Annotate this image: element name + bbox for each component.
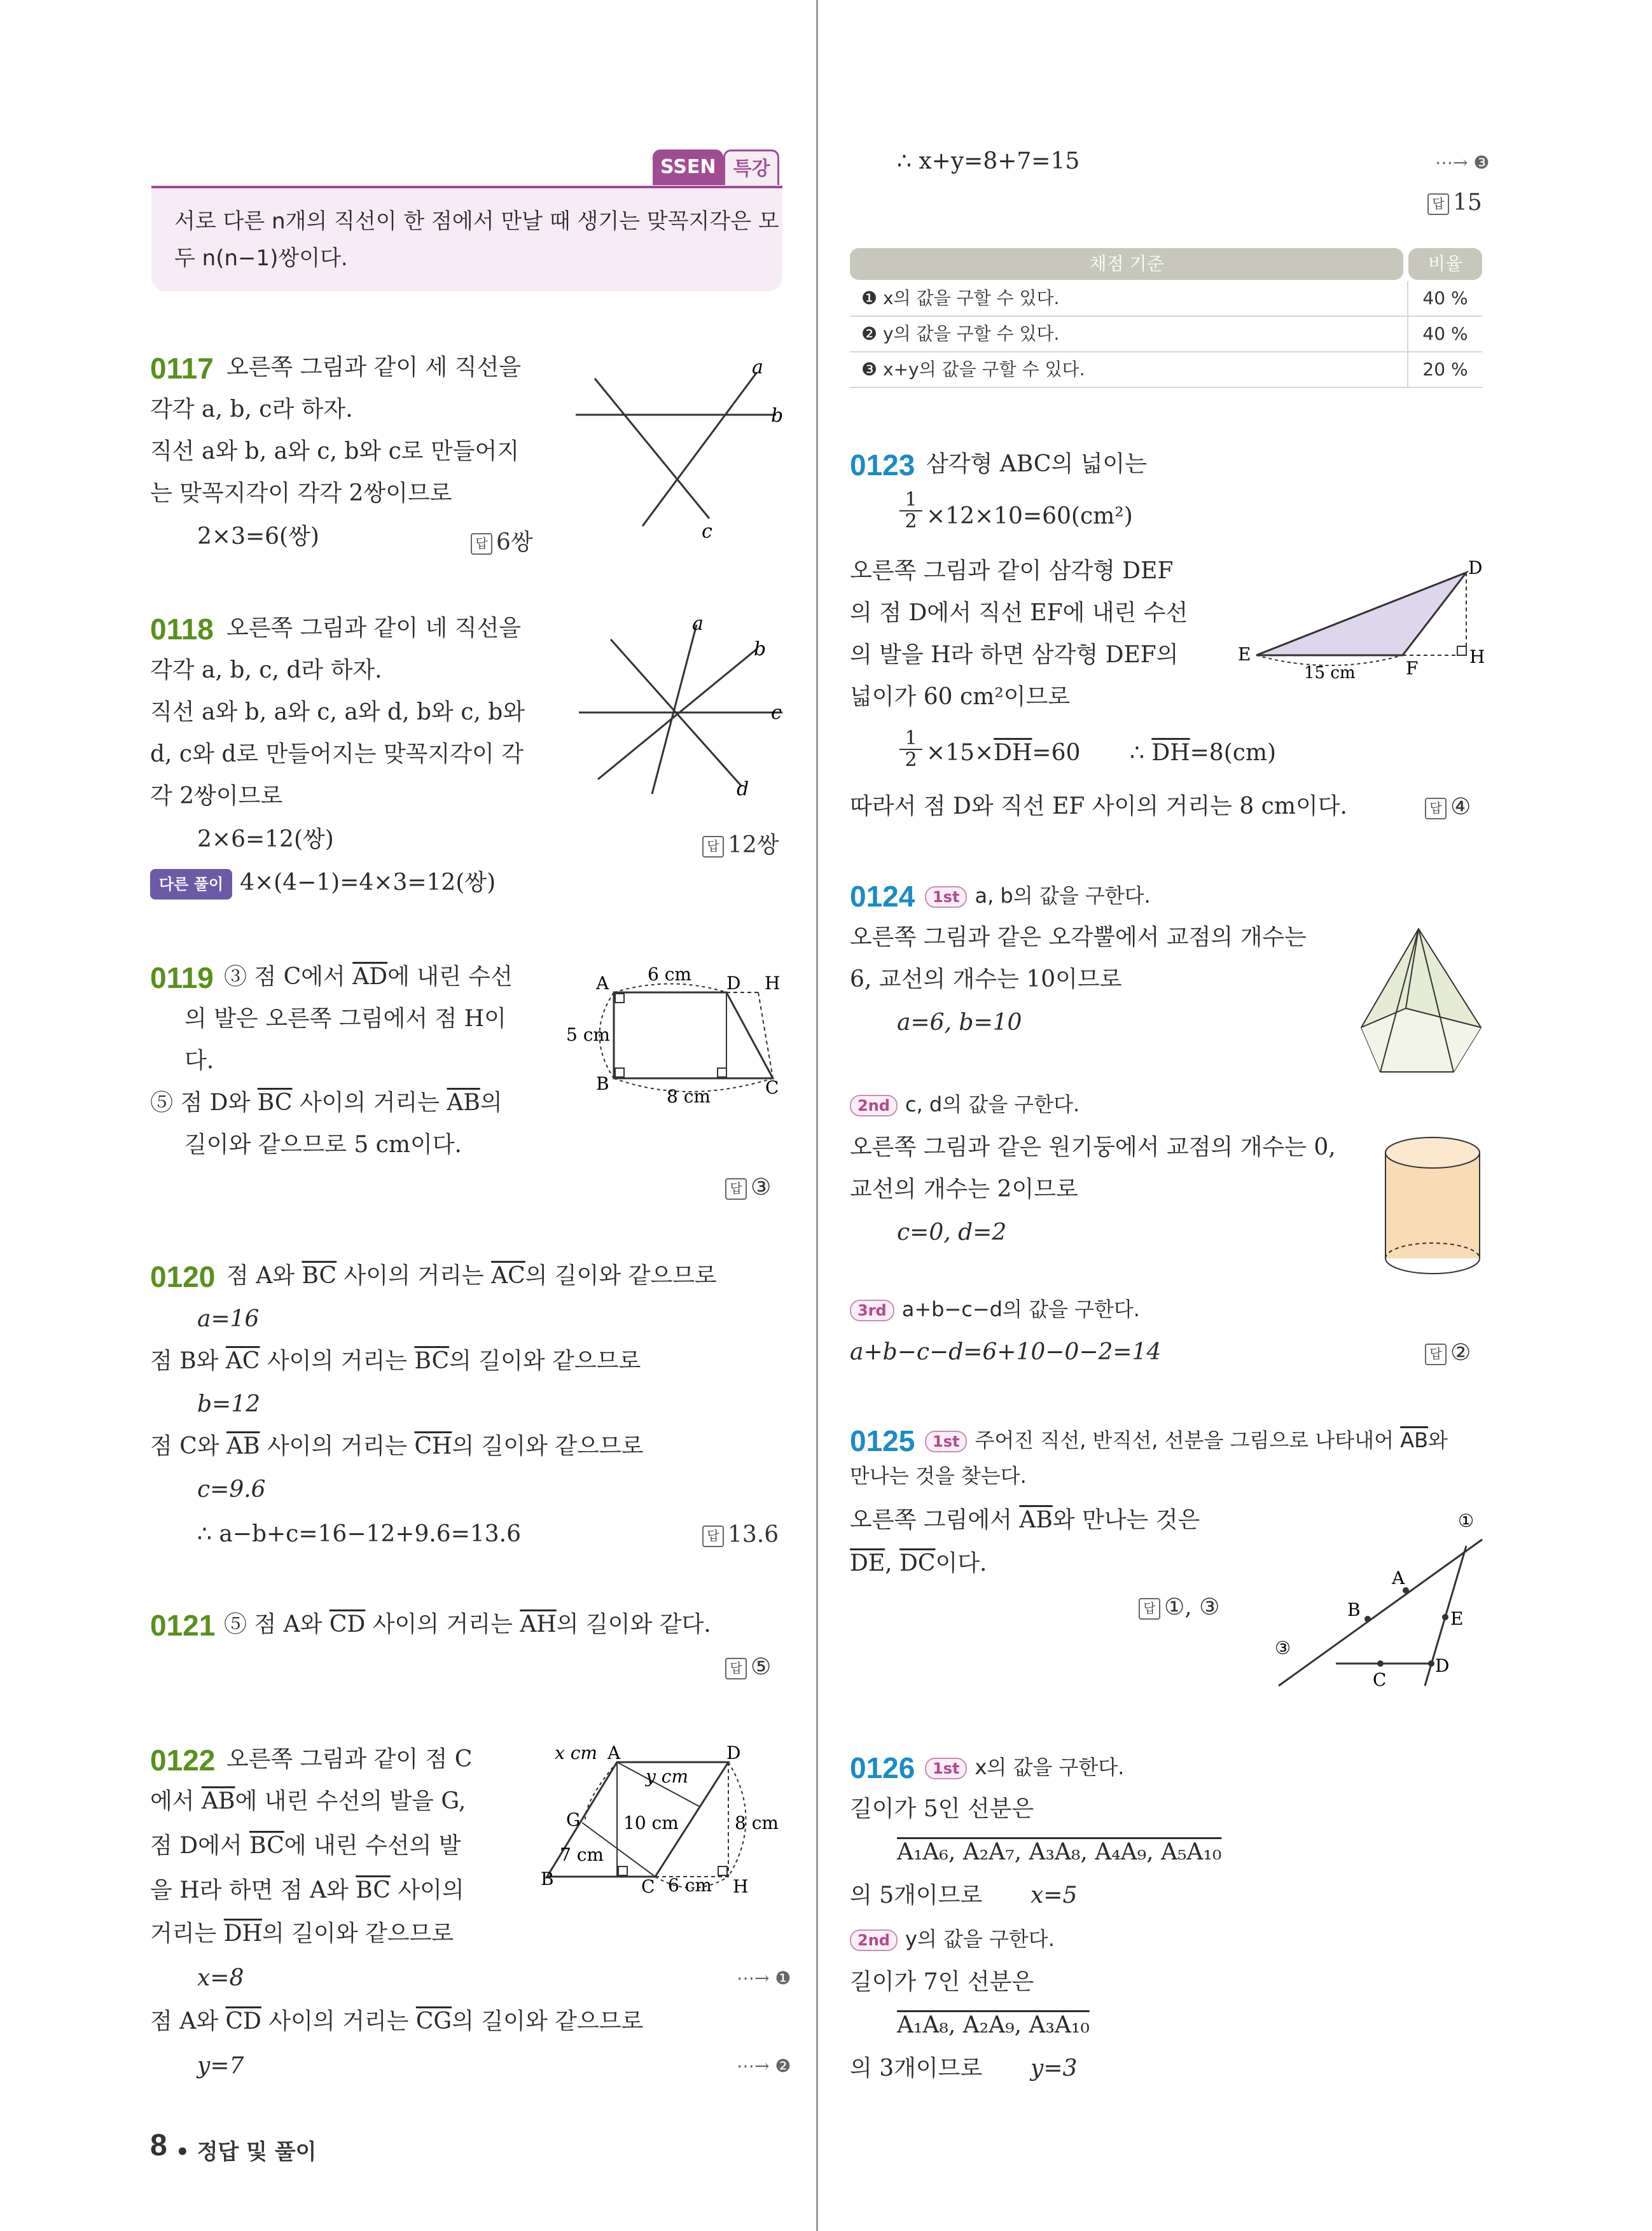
p0123-line: 의 발을 H라 하면 삼각형 DEF의 [850,642,1179,668]
p0123-line: 따라서 점 D와 직선 EF 사이의 거리는 8 cm이다. [850,793,1347,819]
problem-number: 0122 [150,1744,216,1777]
p0126-line: y=3 [1031,2055,1078,2082]
step-title: y의 값을 구한다. [905,1927,1055,1951]
answer-icon: 답 [1425,798,1447,819]
p0120-line: ∴ a−b+c=16−12+9.6=13.6 [197,1521,522,1547]
answer-icon: 답 [702,1526,724,1547]
p0122-line: y=7 [197,2053,244,2079]
right-angle-mark [718,1866,727,1875]
ssen-line-2: 두 n(n−1)쌍이다. [174,246,348,271]
p0119-line: ⑤ 점 D와 $\overline{BC}$ 사이의 거리는 $\overline{AB}$의 [150,1090,503,1116]
table-row [850,317,1482,352]
answer-icon: 답 [725,1178,747,1200]
p0126-line: 의 5개이므로 [850,1882,983,1908]
label-C: C [1373,1669,1387,1690]
p0126-line: 의 3개이므로 [850,2055,983,2082]
right-angle-mark [615,1068,624,1077]
p0125-step1: 1st 주어진 직선, 반직선, 선분을 그림으로 나타내어 $\overline{AB}$와 [925,1426,1448,1454]
frac-numerator: 1 [905,727,917,749]
label-D: D [726,973,741,994]
label-b: b [771,405,784,427]
p0126-line: 길이가 5인 선분은 [850,1796,1034,1822]
p0125-answer [1139,1594,1219,1620]
p0123-line: 삼각형 ABC의 넓이는 [926,451,1147,477]
answer-text: ② [1450,1340,1471,1366]
step-number: ❶ [775,1968,791,1989]
p0124-line: 6, 교선의 개수는 10이므로 [850,966,1122,992]
row-pct: 20 % [1407,352,1482,387]
p0125-line: $\overline{DE}$, $\overline{DC}$이다. [850,1550,987,1576]
p0120-line: 점 B와 $\overline{AC}$ 사이의 거리는 $\overline{BC}$의 길이와 같으므로 [150,1348,641,1374]
label-a: a [692,613,704,635]
p0118-line: 오른쪽 그림과 같이 네 직선을 [226,615,522,641]
label-A: A [1392,1567,1405,1588]
label-b: b [754,638,767,660]
page-number: 8 [150,2129,167,2162]
p0123-line: 넓이가 60 cm²이므로 [850,684,1071,710]
trapezoid-figure [560,957,789,1107]
p0117-answer [471,524,533,557]
label-D: D [726,1742,741,1763]
ssen-tag [653,149,779,185]
p0123-line: ∴ $\overline{DH}=8(cm)$ [1130,740,1277,766]
label-F: F [1406,658,1419,679]
line-c [595,379,709,518]
label-H: H [765,973,781,994]
label-6cm: 6 cm [668,1875,712,1896]
p0118-line: 각 2쌍이므로 [150,783,283,809]
answer-text: 13.6 [728,1522,779,1548]
p0124-line: a+b−c−d=6+10−0−2=14 [850,1339,1162,1365]
problem-number: 0123 [850,448,915,482]
p0118-line: 직선 a와 b, a와 c, a와 d, b와 c, b와 [150,699,525,725]
p0120-answer [702,1522,779,1548]
label-C: C [765,1077,779,1098]
right-angle-mark [615,994,624,1003]
step-title: x의 값을 구한다. [975,1755,1125,1779]
answer-icon: 답 [702,836,724,858]
four-lines-figure [573,611,789,802]
answer-icon: 답 [1427,193,1449,215]
table-head-criteria: 채점 기준 [850,248,1403,280]
label-a: a [752,356,763,379]
p0120-line: 점 A와 $\overline{BC}$ 사이의 거리는 $\overline{AC}$의 길이와 같으므로 [226,1263,717,1289]
frac-denominator: 2 [899,749,922,770]
p0126-step1 [925,1753,1124,1781]
p0126-line: x=5 [1031,1882,1078,1908]
p0122-line: 오른쪽 그림과 같이 점 C [226,1746,473,1772]
p0122-line: 에서 $\overline{AB}$에 내린 수선의 발을 G, [150,1788,466,1814]
ssen-tag-b: 특강 [723,149,779,185]
p0120-line: c=9.6 [197,1477,266,1503]
p0122-answer [1427,190,1482,216]
row-pct: 40 % [1407,317,1482,351]
answer-text: ⑤ [751,1654,772,1680]
point-E [1442,1614,1448,1620]
right-angle-mark [618,1866,627,1875]
problem-number: 0119 [150,961,214,994]
p0126-step2 [850,1925,1055,1953]
answer-icon: 답 [1139,1598,1160,1620]
alt-text: 4×(4−1)=4×3=12(쌍) [240,870,496,896]
answer-text: 6쌍 [496,529,533,555]
label-D: D [1435,1655,1450,1676]
cylinder-top [1385,1137,1480,1168]
pentagonal-pyramid-figure [1349,922,1489,1081]
triangle-DEF [1256,573,1466,655]
line-a [642,372,757,526]
step-badge: 3rd [850,1300,894,1321]
answer-icon: 답 [725,1658,747,1679]
answer-text: 15 [1453,190,1482,216]
p0123-line: 의 점 D에서 직선 EF에 내린 수선 [850,600,1188,626]
point-B [1364,1616,1371,1622]
p0124-answer [1425,1340,1471,1366]
sum-line: ∴ x+y=8+7=15 [897,148,1080,174]
p0125-step1-cont: 만나는 것을 찾는다. [850,1464,1027,1488]
step-marker: ⋯→ ❶ [737,1968,791,1989]
label-C: C [641,1876,655,1897]
p0123-line: ×12×10=60(cm²) [926,503,1133,529]
problem-number: 0120 [150,1260,216,1293]
p0118-line: d, c와 d로 만들어지는 맞꼭지각이 각 [150,741,524,767]
label-c: c [702,520,712,543]
p0119-line: 의 발은 오른쪽 그림에서 점 H이 [184,1006,506,1032]
alt-solution-badge: 다른 풀이 [150,869,232,900]
label-G: G [566,1809,581,1830]
cylinder-bottom [1385,1258,1480,1274]
row-pct: 40 % [1407,281,1482,316]
step-badge: 1st [925,1431,967,1452]
label-c: c [771,702,782,724]
p0122-line: 거리는 $\overline{DH}$의 길이와 같으므로 [150,1921,454,1947]
triangle-DEF-figure [1234,553,1489,681]
p0121-answer [725,1654,771,1680]
column-divider [816,0,818,2231]
p0119-line: ③ 점 C에서 $\overline{AD}$에 내린 수선 [224,964,513,990]
p0117-line: 는 맞꼭지각이 각각 2쌍이므로 [150,480,452,506]
problem-number: 0121 [150,1609,216,1642]
p0119-line: 다. [184,1048,214,1074]
answer-text: ④ [1450,794,1471,820]
footer-title: • 정답 및 풀이 [176,2139,317,2165]
label-H: H [733,1876,749,1897]
p0117-line: 각각 a, b, c라 하자. [150,396,353,422]
label-B: B [541,1868,554,1889]
p0123-line: 오른쪽 그림과 같이 삼각형 DEF [850,558,1174,584]
p0126-segments: A₁A₆, A₂A₇, A₃A₈, A₄A₉, A₅A₁₀ [897,1839,1222,1865]
frac-numerator: 1 [905,489,917,511]
p0118-calc: 2×6=12(쌍) [197,826,334,852]
label-circle-3: ③ [1275,1637,1291,1658]
cylinder-figure [1379,1132,1487,1279]
step-badge: 1st [925,886,967,908]
problem-number: 0118 [150,613,214,646]
p0126-line: 길이가 7인 선분은 [850,1969,1034,1995]
p0122-line: 을 H라 하면 점 A와 $\overline{BC}$ 사이의 [150,1877,464,1903]
label-B: B [596,1073,609,1094]
p0124-line: 오른쪽 그림과 같은 원기둥에서 교점의 개수는 0, [850,1134,1336,1160]
label-d: d [737,778,749,800]
parallelogram-figure [541,1740,795,1899]
row-text: ❷ y의 값을 구할 수 있다. [861,323,1060,344]
label-x: x cm [555,1742,597,1763]
p0125-line: 오른쪽 그림에서 $\overline{AB}$와 만나는 것은 [850,1507,1200,1533]
p0123-line: $\times 15\times\overline{DH}=60$ [926,740,1081,766]
label-6cm: 6 cm [648,964,691,985]
label-10cm: 10 cm [623,1812,679,1833]
ssen-note-box [151,186,782,291]
dim-arc [614,984,726,993]
step-marker: ⋯→ ❷ [737,2055,791,2076]
p0124-line: a=6, b=10 [897,1010,1022,1036]
p0120-line: a=16 [197,1306,260,1332]
label-8cm: 8 cm [667,1086,711,1107]
three-lines-figure [566,353,795,544]
p0120-line: 점 C와 $\overline{AB}$ 사이의 거리는 $\overline{CH}$의 길이와 같으므로 [150,1433,644,1459]
label-D: D [1468,557,1483,578]
label-y: y cm [646,1766,688,1787]
table-head-ratio: 비율 [1408,248,1482,280]
label-15cm: 15 cm [1304,664,1356,683]
trapezoid-ABCD [614,992,773,1078]
step-badge: 2nd [850,1929,898,1951]
label-H: H [1469,646,1485,667]
label-E: E [1450,1608,1464,1629]
label-A: A [596,973,609,994]
answer-text: ①, ③ [1164,1594,1220,1620]
label-E: E [1238,644,1251,665]
p0124-line: c=0, d=2 [897,1220,1007,1246]
table-row [850,352,1482,388]
step-number: ❸ [1473,152,1490,173]
p0126-segments: A₁A₈, A₂A₉, A₃A₁₀ [897,2012,1090,2038]
answer-icon: 답 [471,533,492,555]
problem-number: 0126 [850,1751,915,1784]
fraction [899,490,922,532]
step-number: ❷ [775,2055,791,2076]
step-marker: ⋯→ ❸ [1435,152,1490,173]
p0124-line: 오른쪽 그림과 같은 오각뿔에서 교점의 개수는 [850,924,1307,950]
right-angle-mark [1457,646,1466,655]
row-text: ❸ x+y의 값을 구할 수 있다. [861,359,1085,380]
ssen-line-1: 서로 다른 n개의 직선이 한 점에서 만날 때 생기는 맞꼭지각은 모 [174,209,779,234]
answer-text: 12쌍 [728,832,779,858]
p0122-line: 점 A와 $\overline{CD}$ 사이의 거리는 $\overline{CG}$의 길이와 같으므로 [150,2008,644,2034]
p0119-answer [725,1174,771,1200]
table-row [850,281,1482,317]
ssen-tag-a: SSEN [653,149,723,185]
p0124-line: 교선의 개수는 2이므로 [850,1176,1078,1202]
answer-text: ③ [751,1174,772,1200]
p0121-line: ⑤ 점 A와 $\overline{CD}$ 사이의 거리는 $\overline{AH}$의 길이와 같다. [224,1611,711,1637]
p0122-line: 점 D에서 $\overline{BC}$에 내린 수선의 발 [150,1833,461,1859]
p0118-line: 각각 a, b, c, d라 하자. [150,657,382,683]
p0123-answer [1425,794,1471,820]
p0118-alt [150,869,496,900]
label-B: B [1347,1599,1361,1620]
p0120-line: b=12 [197,1391,261,1417]
problem-number: 0124 [850,880,915,913]
step-badge: 1st [925,1758,967,1779]
point-C [1377,1660,1384,1667]
p0117-calc: 2×3=6(쌍) [197,524,319,550]
frac-denominator: 2 [899,510,922,532]
point-D [1428,1660,1434,1667]
fraction [899,728,922,770]
p0124-step1 [925,882,1151,910]
problem-number: 0125 [850,1424,915,1457]
p0117-line: 오른쪽 그림과 같이 세 직선을 [226,354,522,380]
p0119-line: 길이와 같으므로 5 cm이다. [184,1132,462,1158]
step-title: a, b의 값을 구한다. [975,884,1151,908]
label-5cm: 5 cm [566,1024,610,1045]
right-angle-mark [718,1068,726,1077]
p0124-step2 [850,1090,1079,1118]
step-badge: 2nd [850,1095,898,1116]
p0124-step3 [850,1295,1140,1323]
p0122-line: x=8 [197,1965,244,1991]
row-text: ❶ x의 값을 구할 수 있다. [861,288,1060,309]
label-circle-1: ① [1458,1510,1475,1531]
label-7cm: 7 cm [560,1844,604,1865]
step-title: c, d의 값을 구한다. [905,1092,1080,1116]
label-8cm: 8 cm [735,1812,779,1833]
answer-icon: 답 [1425,1344,1447,1365]
p0117-line: 직선 a와 b, a와 c, b와 c로 만들어지 [150,438,520,464]
step-title: a+b−c−d의 값을 구한다. [901,1297,1140,1321]
problem-number: 0117 [150,352,214,385]
lines-figure [1272,1501,1489,1692]
label-A: A [607,1742,621,1763]
p0118-answer [702,827,779,859]
